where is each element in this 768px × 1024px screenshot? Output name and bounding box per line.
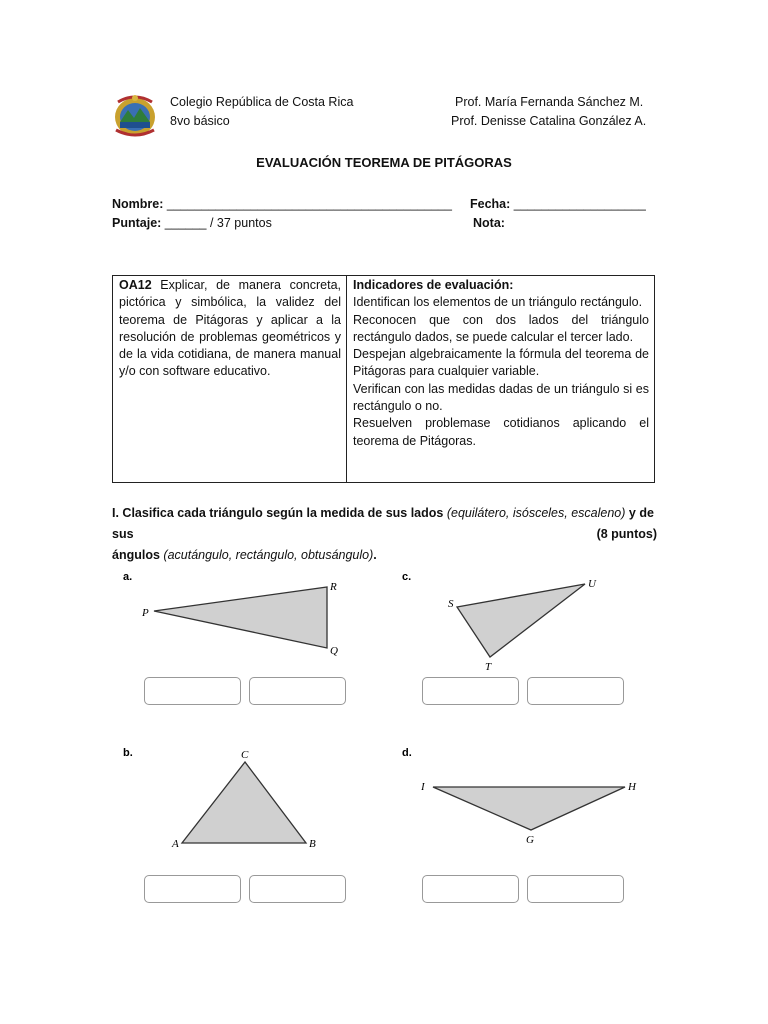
page-title: EVALUACIÓN TEOREMA DE PITÁGORAS xyxy=(256,155,512,170)
vertex-i: I xyxy=(421,781,425,793)
answer-a-angles[interactable] xyxy=(249,677,346,705)
triangle-sut xyxy=(457,584,585,657)
indicator-item: Despejan algebraicamente la fórmula del teorema de Pitágoras para cualquier variable. xyxy=(353,347,649,379)
vertex-r: R xyxy=(330,581,337,593)
indicator-item: Identifican los elementos de un triángulo rectángulo. xyxy=(353,295,643,310)
answer-b-angles[interactable] xyxy=(249,875,346,903)
name-label: Nombre: xyxy=(112,197,164,211)
vertex-s: S xyxy=(448,598,454,610)
date-line: ___________________ xyxy=(513,197,646,211)
score-field[interactable] xyxy=(112,215,272,231)
triangle-ihg xyxy=(433,787,625,830)
answer-a-sides[interactable] xyxy=(144,677,241,705)
grade-level: 8vo básico xyxy=(170,114,230,128)
indicator-item: Reconocen que con dos lados del triángulo rectángulo dados, se puede calcular el tercer lado. xyxy=(353,312,649,344)
figure-c-label: c. xyxy=(402,571,412,583)
indicators-heading: Indicadores de evaluación: xyxy=(353,278,514,292)
score-value: ______ / 37 puntos xyxy=(164,216,272,230)
grade-field-label: Nota: xyxy=(473,216,505,230)
vertex-b: B xyxy=(309,838,316,850)
instruction-period: . xyxy=(373,548,377,562)
indicator-item: Verifican con las medidas dadas de un triángulo si es rectángulo o no. xyxy=(353,381,649,414)
section-1-instructions xyxy=(112,503,657,566)
vertex-p: P xyxy=(142,607,149,619)
teacher-2: Prof. Denisse Catalina González A. xyxy=(451,114,647,128)
answer-b-sides[interactable] xyxy=(144,875,241,903)
date-label: Fecha: xyxy=(470,197,511,211)
indicator-item: Resuelven problemase cotidianos aplicando el teorema de Pitágoras. xyxy=(353,416,649,448)
vertex-t: T xyxy=(485,661,492,673)
table-divider xyxy=(346,276,347,482)
figure-d-label: d. xyxy=(402,747,412,759)
vertex-a: A xyxy=(172,838,179,850)
triangle-figures xyxy=(0,560,768,860)
score-label: Puntaje: xyxy=(112,216,162,230)
name-line: _________________________________________ xyxy=(166,197,452,211)
objective-cell xyxy=(119,277,341,381)
triangle-pqr xyxy=(154,587,327,648)
school-crest-logo xyxy=(112,92,158,138)
angles-options: (acutángulo, rectángulo, obtusángulo) xyxy=(163,548,374,562)
vertex-q: Q xyxy=(330,645,338,657)
answer-d-sides[interactable] xyxy=(422,875,519,903)
objective-text: Explicar, de manera concreta, pictórica y simbólica, la validez del teorema de Pitágoras y aplicar a la resolución de problemas geométricos y de la vida cotidiana, de manera manual y/o con software educativo. xyxy=(119,278,341,379)
date-field[interactable] xyxy=(470,196,646,212)
instruction-lead: I. Clasifica cada triángulo según la medida de sus lados xyxy=(112,506,444,520)
vertex-c: C xyxy=(241,749,249,761)
indicators-cell xyxy=(353,277,649,450)
teacher-1: Prof. María Fernanda Sánchez M. xyxy=(455,95,644,109)
figure-b-label: b. xyxy=(123,747,133,759)
sides-options: (equilátero, isósceles, escaleno) xyxy=(446,506,626,520)
school-name: Colegio República de Costa Rica xyxy=(170,95,354,109)
triangle-abc xyxy=(182,762,306,843)
objectives-table xyxy=(112,275,655,483)
angles-word: ángulos xyxy=(112,548,160,562)
vertex-g: G xyxy=(526,834,534,846)
answer-c-angles[interactable] xyxy=(527,677,624,705)
vertex-h: H xyxy=(628,781,636,793)
objective-code: OA12 xyxy=(119,278,152,292)
vertex-u: U xyxy=(588,578,596,590)
instruction-mid: y de sus xyxy=(112,506,654,541)
answer-c-sides[interactable] xyxy=(422,677,519,705)
section-points: (8 puntos) xyxy=(596,527,657,541)
answer-d-angles[interactable] xyxy=(527,875,624,903)
figure-a-label: a. xyxy=(123,571,133,583)
name-field[interactable] xyxy=(112,196,452,212)
